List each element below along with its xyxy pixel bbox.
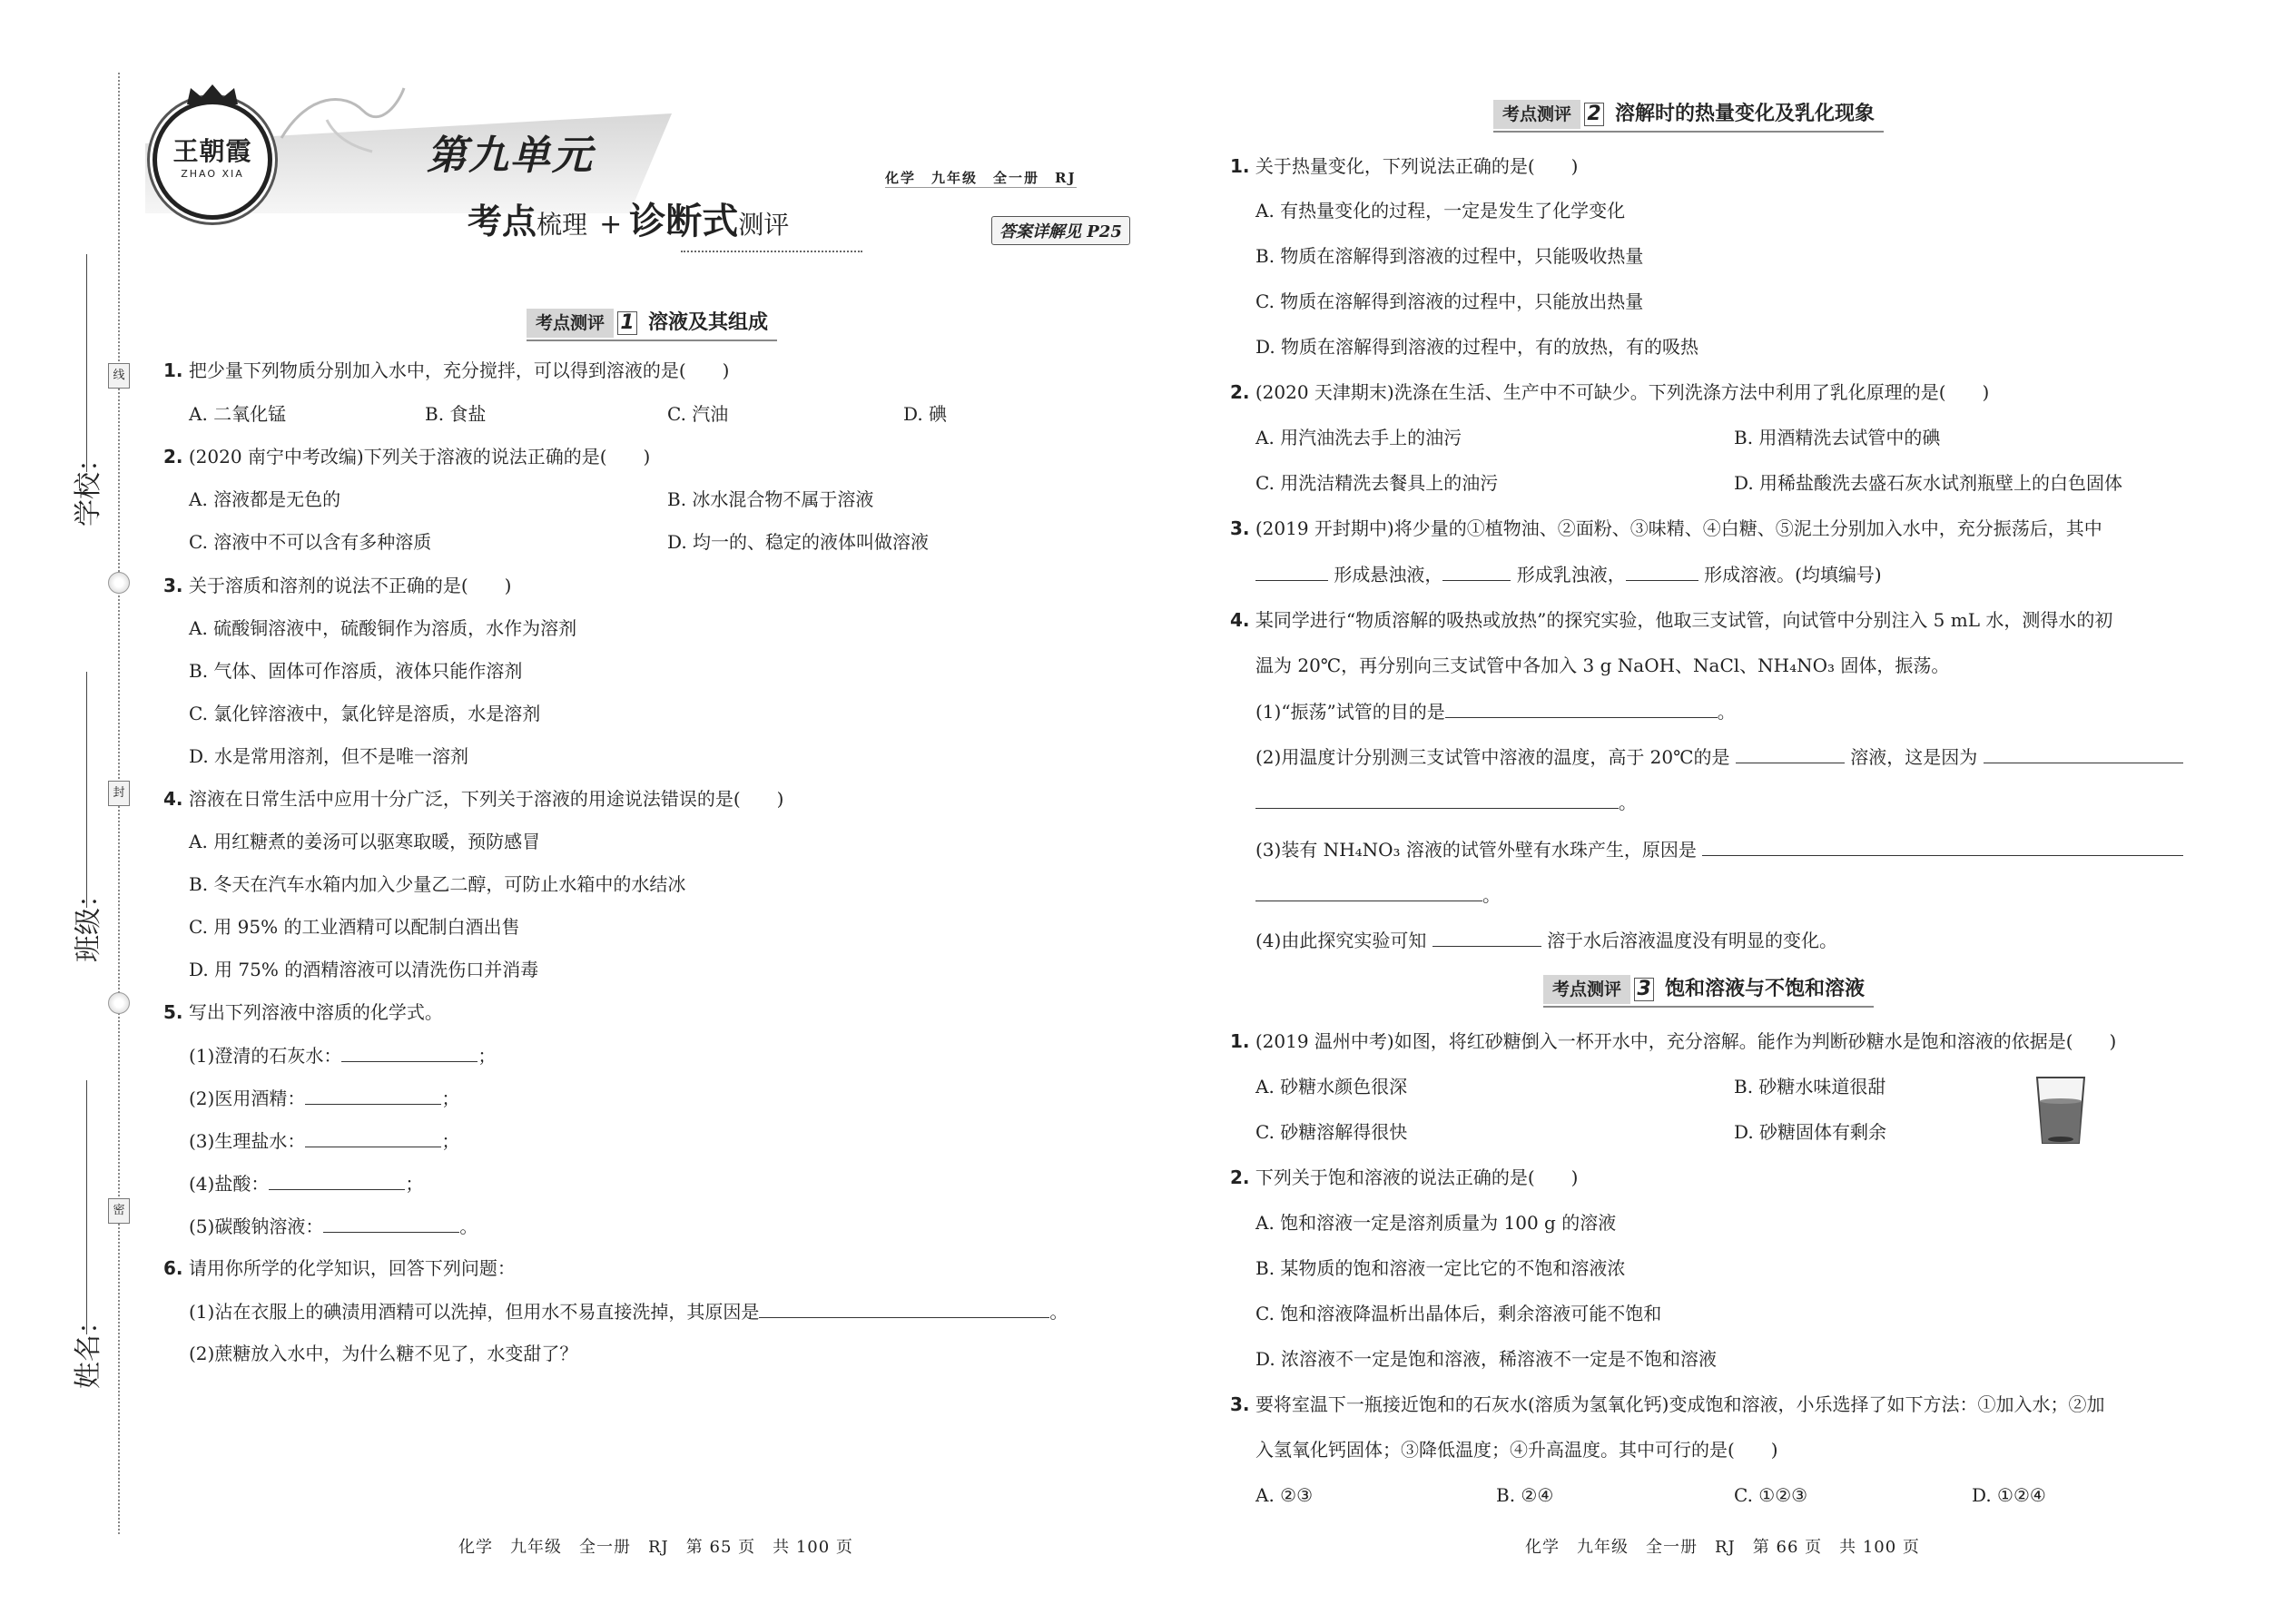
- fill-label: (3)生理盐水：: [189, 1130, 306, 1152]
- fill-label: (3)装有 NH₄NO₃ 溶液的试管外壁有水珠产生，原因是: [1255, 839, 1697, 861]
- answer-blank[interactable]: [269, 1171, 405, 1190]
- fill-label: (2)医用酒精：: [189, 1088, 306, 1109]
- fill-label: (5)碳酸钠溶液：: [189, 1216, 324, 1237]
- option[interactable]: D. 浓溶液不一定是饱和溶液，稀溶液不一定是不饱和溶液: [1255, 1348, 1718, 1370]
- fill-item: [1255, 790, 1637, 814]
- fill-label: (1)“振荡”试管的目的是: [1255, 701, 1445, 723]
- stem-text: 关于溶质和溶剂的说法不正确的是( ): [188, 575, 512, 596]
- fill-item: [1255, 882, 1501, 907]
- section-tag: 考点测评: [1493, 100, 1580, 129]
- fill-item: [1255, 699, 1736, 723]
- fill-label: (4)盐酸：: [189, 1173, 270, 1195]
- section-3-header: [1543, 975, 1865, 1004]
- answer-blank[interactable]: [759, 1299, 1049, 1318]
- binding-mark-seal: 封: [108, 781, 130, 806]
- option[interactable]: C. 氯化锌溶液中，氯化锌是溶质，水是溶剂: [189, 703, 541, 724]
- option[interactable]: A. 用红糖煮的姜汤可以驱寒取暖，预防感冒: [189, 831, 541, 852]
- fill-item: [189, 1128, 459, 1153]
- question-stem: [163, 1256, 516, 1280]
- page-footer-right: 化学 九年级 全一册 RJ 第 66 页 共 100 页: [1525, 1538, 1920, 1557]
- question-number: 1.: [1230, 1030, 1250, 1052]
- question-stem: [1230, 517, 2102, 540]
- fill-item: [189, 1043, 496, 1068]
- option[interactable]: A. 硫酸铜溶液中，硫酸铜作为溶质，水作为溶剂: [189, 617, 577, 639]
- beaker-icon: [2033, 1074, 2088, 1147]
- question-stem: [163, 574, 511, 597]
- option[interactable]: A. 用汽油洗去手上的油污: [1255, 427, 1462, 448]
- option[interactable]: D. 物质在溶解得到溶液的过程中，有的放热，有的吸热: [1255, 336, 1699, 358]
- brand-name: 王朝霞: [172, 136, 252, 166]
- section-number: 2: [1584, 103, 1604, 126]
- fill-label: (4)由此探究实验可知: [1255, 930, 1427, 951]
- option[interactable]: B. 食盐: [425, 403, 487, 425]
- question-number: 6.: [163, 1257, 183, 1279]
- fill-end: 。: [1619, 792, 1637, 813]
- fill-label: (2)用温度计分别测三支试管中溶液的温度，高于 20℃的是: [1255, 746, 1730, 768]
- fill-item: [1255, 837, 2183, 861]
- school-field[interactable]: [86, 254, 87, 472]
- fill-item: [1255, 744, 2183, 769]
- answer-blank[interactable]: [323, 1214, 459, 1233]
- unit-title: 第九单元: [427, 133, 594, 179]
- answer-blank[interactable]: [1442, 562, 1511, 581]
- question-number: 4.: [163, 788, 183, 810]
- option[interactable]: C. 饱和溶液降温析出晶体后，剩余溶液可能不饱和: [1255, 1303, 1662, 1324]
- fill-label: 形成乳浊液，: [1516, 564, 1626, 586]
- stem-text: 温为 20℃，再分别向三支试管中各加入 3 g NaOH、NaCl、NH₄NO₃ 固体，振荡。: [1255, 655, 1950, 676]
- subtitle-part: 诊断式: [629, 201, 739, 242]
- option[interactable]: D. 用稀盐酸洗去盛石灰水试剂瓶壁上的白色固体: [1734, 472, 2123, 494]
- question-number: 1.: [1230, 155, 1250, 177]
- option[interactable]: A. 溶液都是无色的: [189, 488, 341, 510]
- stem-text: 下列关于饱和溶液的说法正确的是( ): [1255, 1166, 1579, 1188]
- section-1-header: [527, 309, 768, 338]
- answer-blank[interactable]: [1736, 744, 1845, 763]
- name-field[interactable]: [86, 1080, 87, 1334]
- fill-end: ；: [441, 1088, 460, 1109]
- subtitle-part: 考点: [468, 202, 537, 241]
- question-stem: [163, 1000, 443, 1024]
- subtitle-part: 测评: [738, 210, 790, 240]
- option[interactable]: B. ②④: [1496, 1484, 1554, 1506]
- subtitle-part: 梳理: [537, 210, 588, 240]
- option[interactable]: B. 砂糖水味道很甜: [1734, 1076, 1886, 1097]
- answer-blank[interactable]: [305, 1086, 441, 1105]
- question-number: 2.: [163, 446, 183, 468]
- answer-blank[interactable]: [1702, 837, 2183, 856]
- option[interactable]: C. ①②③: [1734, 1484, 1808, 1506]
- name-label: 姓名：: [73, 1307, 104, 1389]
- brand-sub: ZHAO XIA: [181, 168, 244, 180]
- question-number: 3.: [1230, 1393, 1250, 1415]
- question-number: 2.: [1230, 1166, 1250, 1188]
- option[interactable]: D. ①②④: [1972, 1484, 2046, 1506]
- stem-text: (2019 开封期中)将少量的①植物油、②面粉、③味精、④白糖、⑤泥土分别加入水中，充分振荡后，其中: [1255, 517, 2102, 539]
- option[interactable]: C. 用洗洁精洗去餐具上的油污: [1255, 472, 1499, 494]
- fill-item: [189, 1171, 423, 1196]
- question-number: 4.: [1230, 609, 1250, 631]
- stem-text: 某同学进行“物质溶解的吸热或放热”的探究实验，他取三支试管，向试管中分别注入 5 mL 水，测得水的初: [1255, 609, 2113, 631]
- stem-text: 请用你所学的化学知识，回答下列问题：: [188, 1257, 516, 1279]
- question-stem: [163, 787, 783, 811]
- fill-end: ；: [405, 1173, 424, 1195]
- option[interactable]: A. 有热量变化的过程，一定是发生了化学变化: [1255, 200, 1626, 221]
- stem-text: 把少量下列物质分别加入水中，充分搅拌，可以得到溶液的是( ): [188, 359, 730, 381]
- option[interactable]: B. 物质在溶解得到溶液的过程中，只能吸收热量: [1255, 245, 1644, 267]
- option[interactable]: A. 二氧化锰: [189, 403, 287, 425]
- fill-label: 形成悬浊液，: [1334, 564, 1443, 586]
- section-tag: 考点测评: [527, 309, 614, 338]
- option[interactable]: A. 饱和溶液一定是溶剂质量为 100 g 的溶液: [1255, 1212, 1617, 1234]
- class-label: 班级：: [73, 881, 104, 962]
- binding-mark-secret: 密: [108, 1198, 130, 1224]
- option[interactable]: C. 溶液中不可以含有多种溶质: [189, 531, 432, 553]
- school-label: 学校：: [73, 445, 104, 527]
- binding-hole: [108, 572, 130, 594]
- stem-text: (2020 南宁中考改编)下列关于溶液的说法正确的是( ): [188, 446, 651, 468]
- page-footer-left: 化学 九年级 全一册 RJ 第 65 页 共 100 页: [458, 1538, 853, 1557]
- fill-label: (1)沾在衣服上的碘渍用酒精可以洗掉，但用水不易直接洗掉，其原因是: [189, 1301, 760, 1323]
- stem-text: 要将室温下一瓶接近饱和的石灰水(溶质为氢氧化钙)变成饱和溶液，小乐选择了如下方法：①加入水；②加: [1255, 1393, 2105, 1415]
- question-stem: [1230, 380, 1989, 404]
- section-title: 溶液及其组成: [648, 311, 769, 334]
- fill-end: 。: [1717, 701, 1736, 723]
- header-dotted-rule: [681, 251, 862, 252]
- fill-label: 溶液，这是因为: [1850, 746, 1978, 768]
- fill-item: [189, 1299, 1068, 1324]
- question-number: 1.: [163, 359, 183, 381]
- stem-text: (2020 天津期末)洗涤在生活、生产中不可缺少。下列洗涤方法中利用了乳化原理的是( ): [1255, 381, 1990, 403]
- fill-item: [189, 1086, 459, 1110]
- option[interactable]: A. 砂糖水颜色很深: [1255, 1076, 1408, 1097]
- answer-blank[interactable]: [1255, 790, 1619, 809]
- option[interactable]: D. 砂糖固体有剩余: [1734, 1121, 1887, 1143]
- stem-text: 入氢氧化钙固体；③降低温度；④升高温度。其中可行的是( ): [1255, 1439, 1778, 1461]
- question-number: 2.: [1230, 381, 1250, 403]
- option[interactable]: B. 冬天在汽车水箱内加入少量乙二醇，可防止水箱中的水结冰: [189, 873, 686, 895]
- fill-end: ；: [478, 1045, 497, 1067]
- section-tag: 考点测评: [1543, 975, 1630, 1004]
- option[interactable]: D. 均一的、稳定的液体叫做溶液: [667, 531, 930, 553]
- question-number: 3.: [1230, 517, 1250, 539]
- option[interactable]: C. 汽油: [667, 403, 729, 425]
- option[interactable]: B. 气体、固体可作溶质，液体只能作溶剂: [189, 660, 523, 682]
- section-2-header: [1493, 100, 1875, 129]
- question-stem: [163, 359, 729, 382]
- fill-label: 溶于水后溶液温度没有明显的变化。: [1547, 930, 1838, 951]
- answer-ref[interactable]: 答案详解见 P25: [991, 216, 1130, 245]
- ribbon-icon: [272, 84, 409, 156]
- option[interactable]: B. 某物质的饱和溶液一定比它的不饱和溶液浓: [1255, 1257, 1626, 1279]
- option[interactable]: D. 水是常用溶剂，但不是唯一溶剂: [189, 745, 469, 767]
- fill-end: ；: [441, 1130, 460, 1152]
- fill-item: [189, 1214, 478, 1238]
- fill-label: 形成溶液。(均填编号): [1704, 564, 1882, 586]
- fill-item: [1255, 562, 1882, 586]
- subtitle-plus: +: [599, 209, 623, 241]
- question-number: 5.: [163, 1001, 183, 1023]
- option[interactable]: C. 物质在溶解得到溶液的过程中，只能放出热量: [1255, 290, 1644, 312]
- answer-blank[interactable]: [1626, 562, 1698, 581]
- question-stem: [1230, 154, 1578, 178]
- stem-text: 溶液在日常生活中应用十分广泛，下列关于溶液的用途说法错误的是( ): [188, 788, 784, 810]
- option[interactable]: A. ②③: [1255, 1484, 1314, 1506]
- question-stem: [1230, 1166, 1578, 1189]
- section-title: 溶解时的热量变化及乳化现象: [1615, 103, 1876, 125]
- answer-blank[interactable]: [1433, 928, 1541, 947]
- question-stem: [1230, 1393, 2104, 1416]
- option[interactable]: D. 碘: [903, 403, 948, 425]
- option[interactable]: C. 砂糖溶解得很快: [1255, 1121, 1408, 1143]
- option[interactable]: B. 冰水混合物不属于溶液: [667, 488, 874, 510]
- section-number: 3: [1634, 978, 1654, 1001]
- question-stem: [1230, 608, 2112, 632]
- question-stem: [163, 445, 650, 468]
- fill-item: [1255, 928, 1837, 952]
- fill-label: (1)澄清的石灰水：: [189, 1045, 342, 1067]
- option[interactable]: D. 用 75% 的酒精溶液可以清洗伤口并消毒: [189, 959, 539, 980]
- binding-mark-line: 线: [108, 363, 130, 389]
- answer-blank[interactable]: [1445, 699, 1718, 718]
- brand-logo: [153, 100, 272, 220]
- class-field[interactable]: [86, 672, 87, 908]
- binding-hole: [108, 992, 130, 1014]
- fill-end: 。: [1049, 1301, 1068, 1323]
- section-number: 1: [617, 311, 637, 335]
- question-number: 3.: [163, 575, 183, 596]
- question-stem: [1230, 1029, 2116, 1053]
- answer-blank[interactable]: [1984, 744, 2183, 763]
- header-meta: 化学 九年级 全一册 RJ: [885, 170, 1077, 186]
- section-subtitle: [468, 192, 789, 244]
- stem-text: (2019 温州中考)如图，将红砂糖倒入一杯开水中，充分溶解。能作为判断砂糖水是饱和溶液的依据是( ): [1255, 1030, 2117, 1052]
- answer-blank[interactable]: [1255, 882, 1482, 901]
- fill-end: 。: [459, 1216, 478, 1237]
- answer-blank[interactable]: [1255, 562, 1328, 581]
- answer-blank[interactable]: [305, 1128, 441, 1147]
- answer-blank[interactable]: [341, 1043, 478, 1062]
- option[interactable]: B. 用酒精洗去试管中的碘: [1734, 427, 1941, 448]
- section-title: 饱和溶液与不饱和溶液: [1665, 978, 1866, 1000]
- stem-text: 关于热量变化，下列说法正确的是( ): [1255, 155, 1579, 177]
- fill-item: (2)蔗糖放入水中，为什么糖不见了，水变甜了？: [189, 1343, 578, 1364]
- crown-icon: [185, 83, 240, 106]
- stem-text: 写出下列溶液中溶质的化学式。: [188, 1001, 443, 1023]
- option[interactable]: C. 用 95% 的工业酒精可以配制白酒出售: [189, 916, 520, 938]
- fill-end: 。: [1482, 884, 1501, 906]
